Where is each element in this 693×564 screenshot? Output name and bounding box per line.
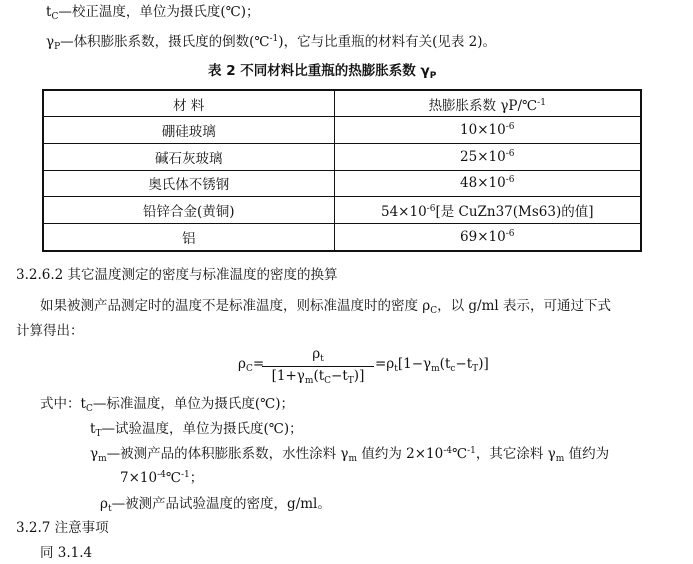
density-formula-rhs [375, 356, 489, 375]
header-coefficient [334, 90, 641, 117]
formula-numerator [262, 346, 374, 364]
table-row [43, 170, 641, 197]
coefficient-cell [334, 117, 641, 144]
section-327-heading: 3.2.7 注意事项 [16, 520, 109, 536]
def-text: ； [189, 470, 204, 486]
rhs-part: )] [478, 356, 489, 372]
def-sub: m [348, 454, 358, 464]
tc-text: —校正温度，单位为摄氏度(℃)； [58, 4, 260, 20]
formula-numerator-subscript: t [320, 354, 324, 364]
def-text: ρ [100, 496, 108, 512]
coefficient-value: 54×10 [380, 204, 427, 221]
def-text: ℃ [451, 446, 468, 462]
def-text: γ [90, 446, 99, 462]
gp-symbol: γ [46, 34, 55, 50]
coefficient-exponent: -6 [505, 175, 515, 186]
def-text: —被测产品的体积膨胀系数，水性涂料 γ [106, 446, 349, 462]
para-line1-tail: ，以 g/ml 表示，可通过下式 [437, 298, 612, 314]
def-text: —试验温度，单位为摄氏度(℃)； [101, 421, 303, 437]
def-sup: -4 [157, 470, 166, 480]
rhs-part: (t [439, 356, 451, 372]
coefficient-value: 69×10 [460, 229, 506, 246]
coefficient-cell [334, 170, 641, 197]
coefficient-exponent: -6 [505, 148, 515, 159]
table-row [43, 143, 641, 170]
material-cell: 奥氏体不锈钢 [43, 170, 334, 197]
tc-definition-line [46, 4, 259, 23]
formula-denominator [262, 368, 374, 386]
rhs-sub: c [450, 364, 456, 374]
section-3262-paragraph-line2: 计算得出： [16, 323, 84, 339]
table-caption-text: 表 2 不同材料比重瓶的热膨胀系数 γ [208, 63, 430, 79]
density-formula-fraction [262, 346, 374, 390]
definition-rho-t [100, 496, 331, 515]
table-row [43, 197, 641, 224]
definition-tt [90, 421, 303, 440]
coefficient-exponent: -6 [505, 229, 515, 240]
gp-text: —体积膨胀系数，摄氏度的倒数(℃ [60, 34, 270, 50]
material-cell: 铝 [43, 224, 334, 251]
def-text: —标准温度，单位为摄氏度(℃)； [92, 396, 294, 412]
coefficient-cell [334, 224, 641, 251]
material-cell: 铅锌合金(黄铜) [43, 197, 334, 224]
definition-gamma-m [90, 446, 609, 465]
header-material: 材 料 [43, 90, 334, 117]
definition-tc [40, 396, 294, 415]
formula-equals: = [252, 356, 265, 372]
gp-tail: )，它与比重瓶的材料有关(见表 2)。 [278, 34, 496, 50]
table-caption-subscript: P [429, 71, 437, 81]
def-text: 式中：t [40, 396, 86, 412]
coefficient-value: 48×10 [460, 175, 506, 192]
gp-definition-line [46, 34, 496, 53]
den-sub: T [347, 376, 354, 386]
section-3262-heading: 3.2.6.2 其它温度测定的密度与标准温度的密度的换算 [16, 267, 338, 283]
gp-exponent: -1 [269, 34, 279, 44]
den-part: [1+γ [271, 368, 305, 384]
den-sub: m [304, 376, 314, 386]
def-sub: T [95, 429, 102, 439]
density-formula-lhs [238, 356, 264, 375]
table-row [43, 117, 641, 144]
table-caption [208, 63, 436, 82]
tc-symbol: t [46, 4, 52, 20]
rhs-sub: t [394, 364, 398, 374]
def-text: 值约为 [564, 446, 610, 462]
table-row [43, 224, 641, 251]
rhs-part: =ρ [375, 356, 395, 372]
def-sub: m [555, 454, 565, 464]
def-text: t [90, 421, 96, 437]
def-text: ℃ [165, 470, 181, 486]
section-327-body: 同 3.1.4 [40, 545, 93, 561]
formula-lhs-symbol: ρ [238, 356, 246, 372]
def-sub: t [107, 504, 112, 514]
para-line1-subscript: C [430, 306, 438, 316]
header-coefficient-exponent: -1 [537, 97, 546, 108]
expansion-coefficient-table [42, 89, 642, 252]
tc-subscript: C [51, 12, 59, 22]
rhs-sub: T [472, 364, 479, 374]
formula-lhs-subscript: C [245, 364, 253, 374]
coefficient-exponent: -6 [505, 121, 515, 132]
den-part: −t [331, 368, 348, 384]
gp-subscript: P [54, 42, 61, 52]
table-header-row [43, 90, 641, 117]
coefficient-cell [334, 197, 641, 224]
section-3262-paragraph-line1 [40, 298, 611, 317]
def-sup: -4 [443, 446, 452, 456]
rhs-sub: m [431, 364, 440, 374]
coefficient-exponent: -6 [426, 204, 436, 215]
den-part: (t [313, 368, 325, 384]
def-sup: -1 [467, 446, 476, 456]
def-sub: m [98, 454, 107, 464]
formula-numerator-symbol: ρ [312, 346, 321, 362]
material-cell: 碱石灰玻璃 [43, 143, 334, 170]
definition-gamma-m-line2 [120, 470, 203, 486]
den-sub: C [324, 376, 332, 386]
coefficient-note: [是 CuZn37(Ms63)的值] [435, 204, 594, 221]
para-line1-text: 如果被测产品测定时的温度不是标准温度，则标准温度时的密度 ρ [40, 298, 431, 314]
den-part: )] [353, 368, 365, 384]
fraction-bar [262, 366, 374, 367]
header-coefficient-text: 热膨胀系数 γP/℃ [428, 97, 538, 114]
rhs-part: [1−γ [397, 356, 432, 372]
def-sub: C [85, 404, 93, 414]
def-text: 7×10 [120, 470, 158, 486]
def-text: 值约为 2×10 [357, 446, 444, 462]
def-sup: -1 [180, 470, 190, 480]
def-text: ，其它涂料 γ [475, 446, 556, 462]
def-text: —被测产品试验温度的密度，g/ml。 [111, 496, 331, 512]
coefficient-cell [334, 143, 641, 170]
coefficient-value: 10×10 [460, 121, 506, 138]
material-cell: 硼硅玻璃 [43, 117, 334, 144]
coefficient-value: 25×10 [460, 148, 506, 165]
rhs-part: −t [455, 356, 473, 372]
